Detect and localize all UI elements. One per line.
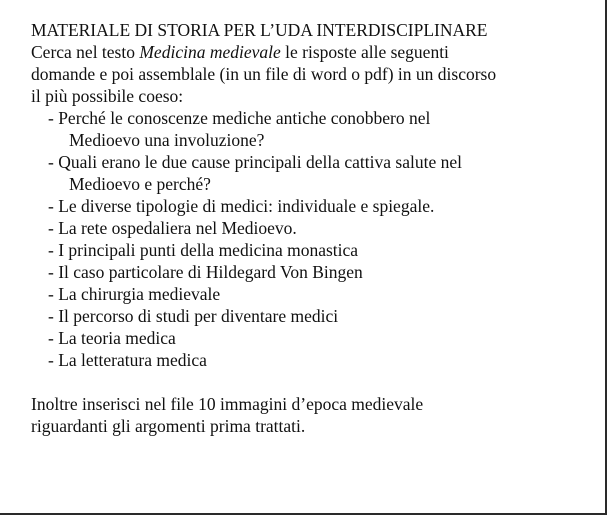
- intro-line-1-suffix: le risposte alle seguenti: [280, 42, 449, 62]
- intro-line-3: il più possibile coeso:: [31, 86, 184, 106]
- list-item: [31, 305, 591, 327]
- list-item-text: - Il percorso di studi per diventare medici: [48, 306, 339, 326]
- document-body: [31, 19, 591, 437]
- list-item-text: - Quali erano le due cause principali della cattiva salute nel: [48, 152, 462, 172]
- closing-line-2: riguardanti gli argomenti prima trattati.: [31, 416, 306, 436]
- intro-line-2: domande e poi assemblale (in un file di word o pdf) in un discorso: [31, 64, 497, 84]
- list-item-text: - Le diverse tipologie di medici: individuale e spiegale.: [48, 196, 435, 216]
- list-item-text: - La teoria medica: [48, 328, 176, 348]
- list-item: [31, 283, 591, 305]
- closing-line-1: Inoltre inserisci nel file 10 immagini d’epoca medievale: [31, 394, 424, 414]
- list-item-text: - Perché le conoscenze mediche antiche conobbero nel: [48, 108, 431, 128]
- list-item: [31, 195, 591, 217]
- list-item-text: - I principali punti della medicina monastica: [48, 240, 359, 260]
- list-item-text: - La letteratura medica: [48, 350, 207, 370]
- list-item: [31, 239, 591, 261]
- list-item-continuation: Medioevo e perché?: [69, 174, 211, 194]
- intro-prefix: Cerca nel testo: [31, 42, 140, 62]
- intro-line-1: [31, 41, 591, 63]
- list-item-continuation: Medioevo una involuzione?: [69, 130, 265, 150]
- book-title: Medicina medievale: [139, 42, 281, 62]
- question-list: [31, 107, 591, 371]
- list-item-text: - La rete ospedaliera nel Medioevo.: [48, 218, 297, 238]
- list-item: [31, 217, 591, 239]
- list-item-text: - Il caso particolare di Hildegard Von Bingen: [48, 262, 363, 282]
- list-item: [31, 107, 591, 151]
- document-title: MATERIALE DI STORIA PER L’UDA INTERDISCIPLINARE: [31, 20, 488, 40]
- paragraph-gap: [31, 371, 591, 393]
- list-item: [31, 151, 591, 195]
- list-item-text: - La chirurgia medievale: [48, 284, 221, 304]
- list-item: [31, 261, 591, 283]
- list-item: [31, 349, 591, 371]
- list-item: [31, 327, 591, 349]
